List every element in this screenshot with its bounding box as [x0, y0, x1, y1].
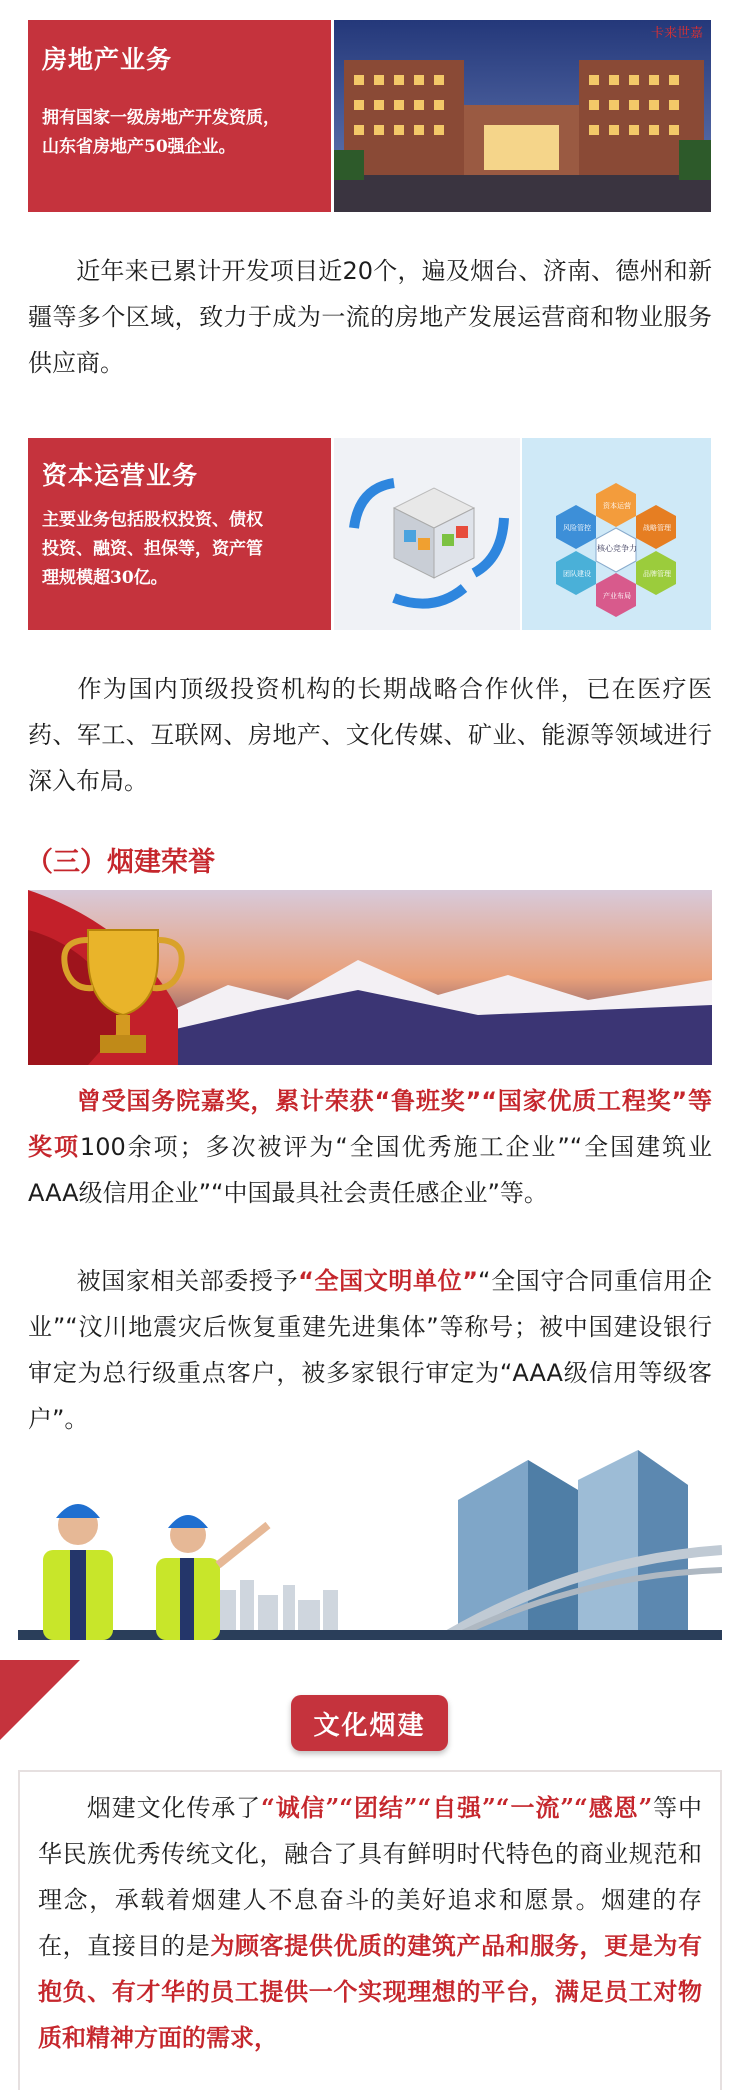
real-estate-paragraph: 近年来已累计开发项目近20个，遍及烟台、济南、德州和新疆等多个区域，致力于成为一流的房地产发展运营商和物业服务供应商。 — [28, 257, 712, 377]
competency-diagram — [522, 438, 711, 630]
honor-heading: （三）烟建荣誉 — [26, 847, 215, 878]
cube-image — [334, 438, 520, 630]
diagram-node-6: 风险管控 — [563, 524, 591, 532]
capital-desc-1: 主要业务包括股权投资、债权 — [42, 510, 263, 530]
diagram-node-4: 产业布局 — [603, 592, 631, 600]
diagram-node-1: 资本运营 — [603, 502, 631, 510]
real-estate-card — [28, 20, 331, 212]
capital-paragraph: 作为国内顶级投资机构的长期战略合作伙伴，已在医疗医药、军工、互联网、房地产、文化传媒、矿业、能源等领域进行深入布局。 — [28, 675, 712, 795]
capital-card — [28, 438, 331, 630]
real-estate-desc-1: 拥有国家一级房地产开发资质， — [42, 108, 280, 128]
diagram-center-label: 核心竞争力 — [597, 544, 637, 553]
building-illustration — [334, 20, 711, 212]
culture-badge — [291, 1695, 448, 1751]
diagram-node-2: 战略管理 — [643, 524, 671, 532]
trophy-banner — [28, 890, 712, 1065]
capital-title: 资本运营业务 — [42, 461, 199, 490]
culture-badge-label: 文化烟建 — [313, 1710, 426, 1741]
capital-desc-3: 理规模超30亿。 — [42, 568, 168, 588]
corner-decoration — [0, 1660, 80, 1740]
real-estate-title: 房地产业务 — [42, 45, 173, 74]
culture-paragraph: 烟建文化传承了“诚信”“团结”“自强”“一流”“感恩”等中华民族优秀传统文化，融合了具有鲜明时代特色的商业规范和理念，承载着烟建人不息奋斗的美好追求和愿景。烟建的存在，直接目的是为顾客提供优质的建筑产品和服务，更是为有抱负、有才华的员工提供一个实现理想的平台，满足员工对物质和精神方面的需求， — [38, 1793, 703, 2052]
capital-desc-2: 投资、融资、担保等，资产管 — [42, 539, 263, 559]
honor-paragraph-1: 曾受国务院嘉奖，累计荣获“鲁班奖”“国家优质工程奖”等奖项100余项；多次被评为“全国优秀施工企业”“全国建筑业AAA级信用企业”“中国最具社会责任感企业”等。 — [28, 1087, 713, 1207]
construction-banner — [18, 1440, 722, 1640]
diagram-node-5: 团队建设 — [563, 570, 591, 578]
honor-paragraph-2: 被国家相关部委授予“全国文明单位”“全国守合同重信用企业”“汶川地震灾后恢复重建先进集体”等称号；被中国建设银行审定为总行级重点客户，被多家银行审定为“AAA级信用等级客户”。 — [28, 1267, 713, 1433]
diagram-node-3: 品牌管理 — [643, 570, 671, 578]
trophy-icon — [48, 910, 198, 1060]
real-estate-desc-2: 山东省房地产50强企业。 — [42, 137, 236, 157]
cube-illustration — [334, 438, 520, 630]
real-estate-photo — [334, 20, 711, 212]
watermark-text: 卡来世嘉 — [650, 26, 703, 41]
workers-illustration — [18, 1480, 278, 1640]
